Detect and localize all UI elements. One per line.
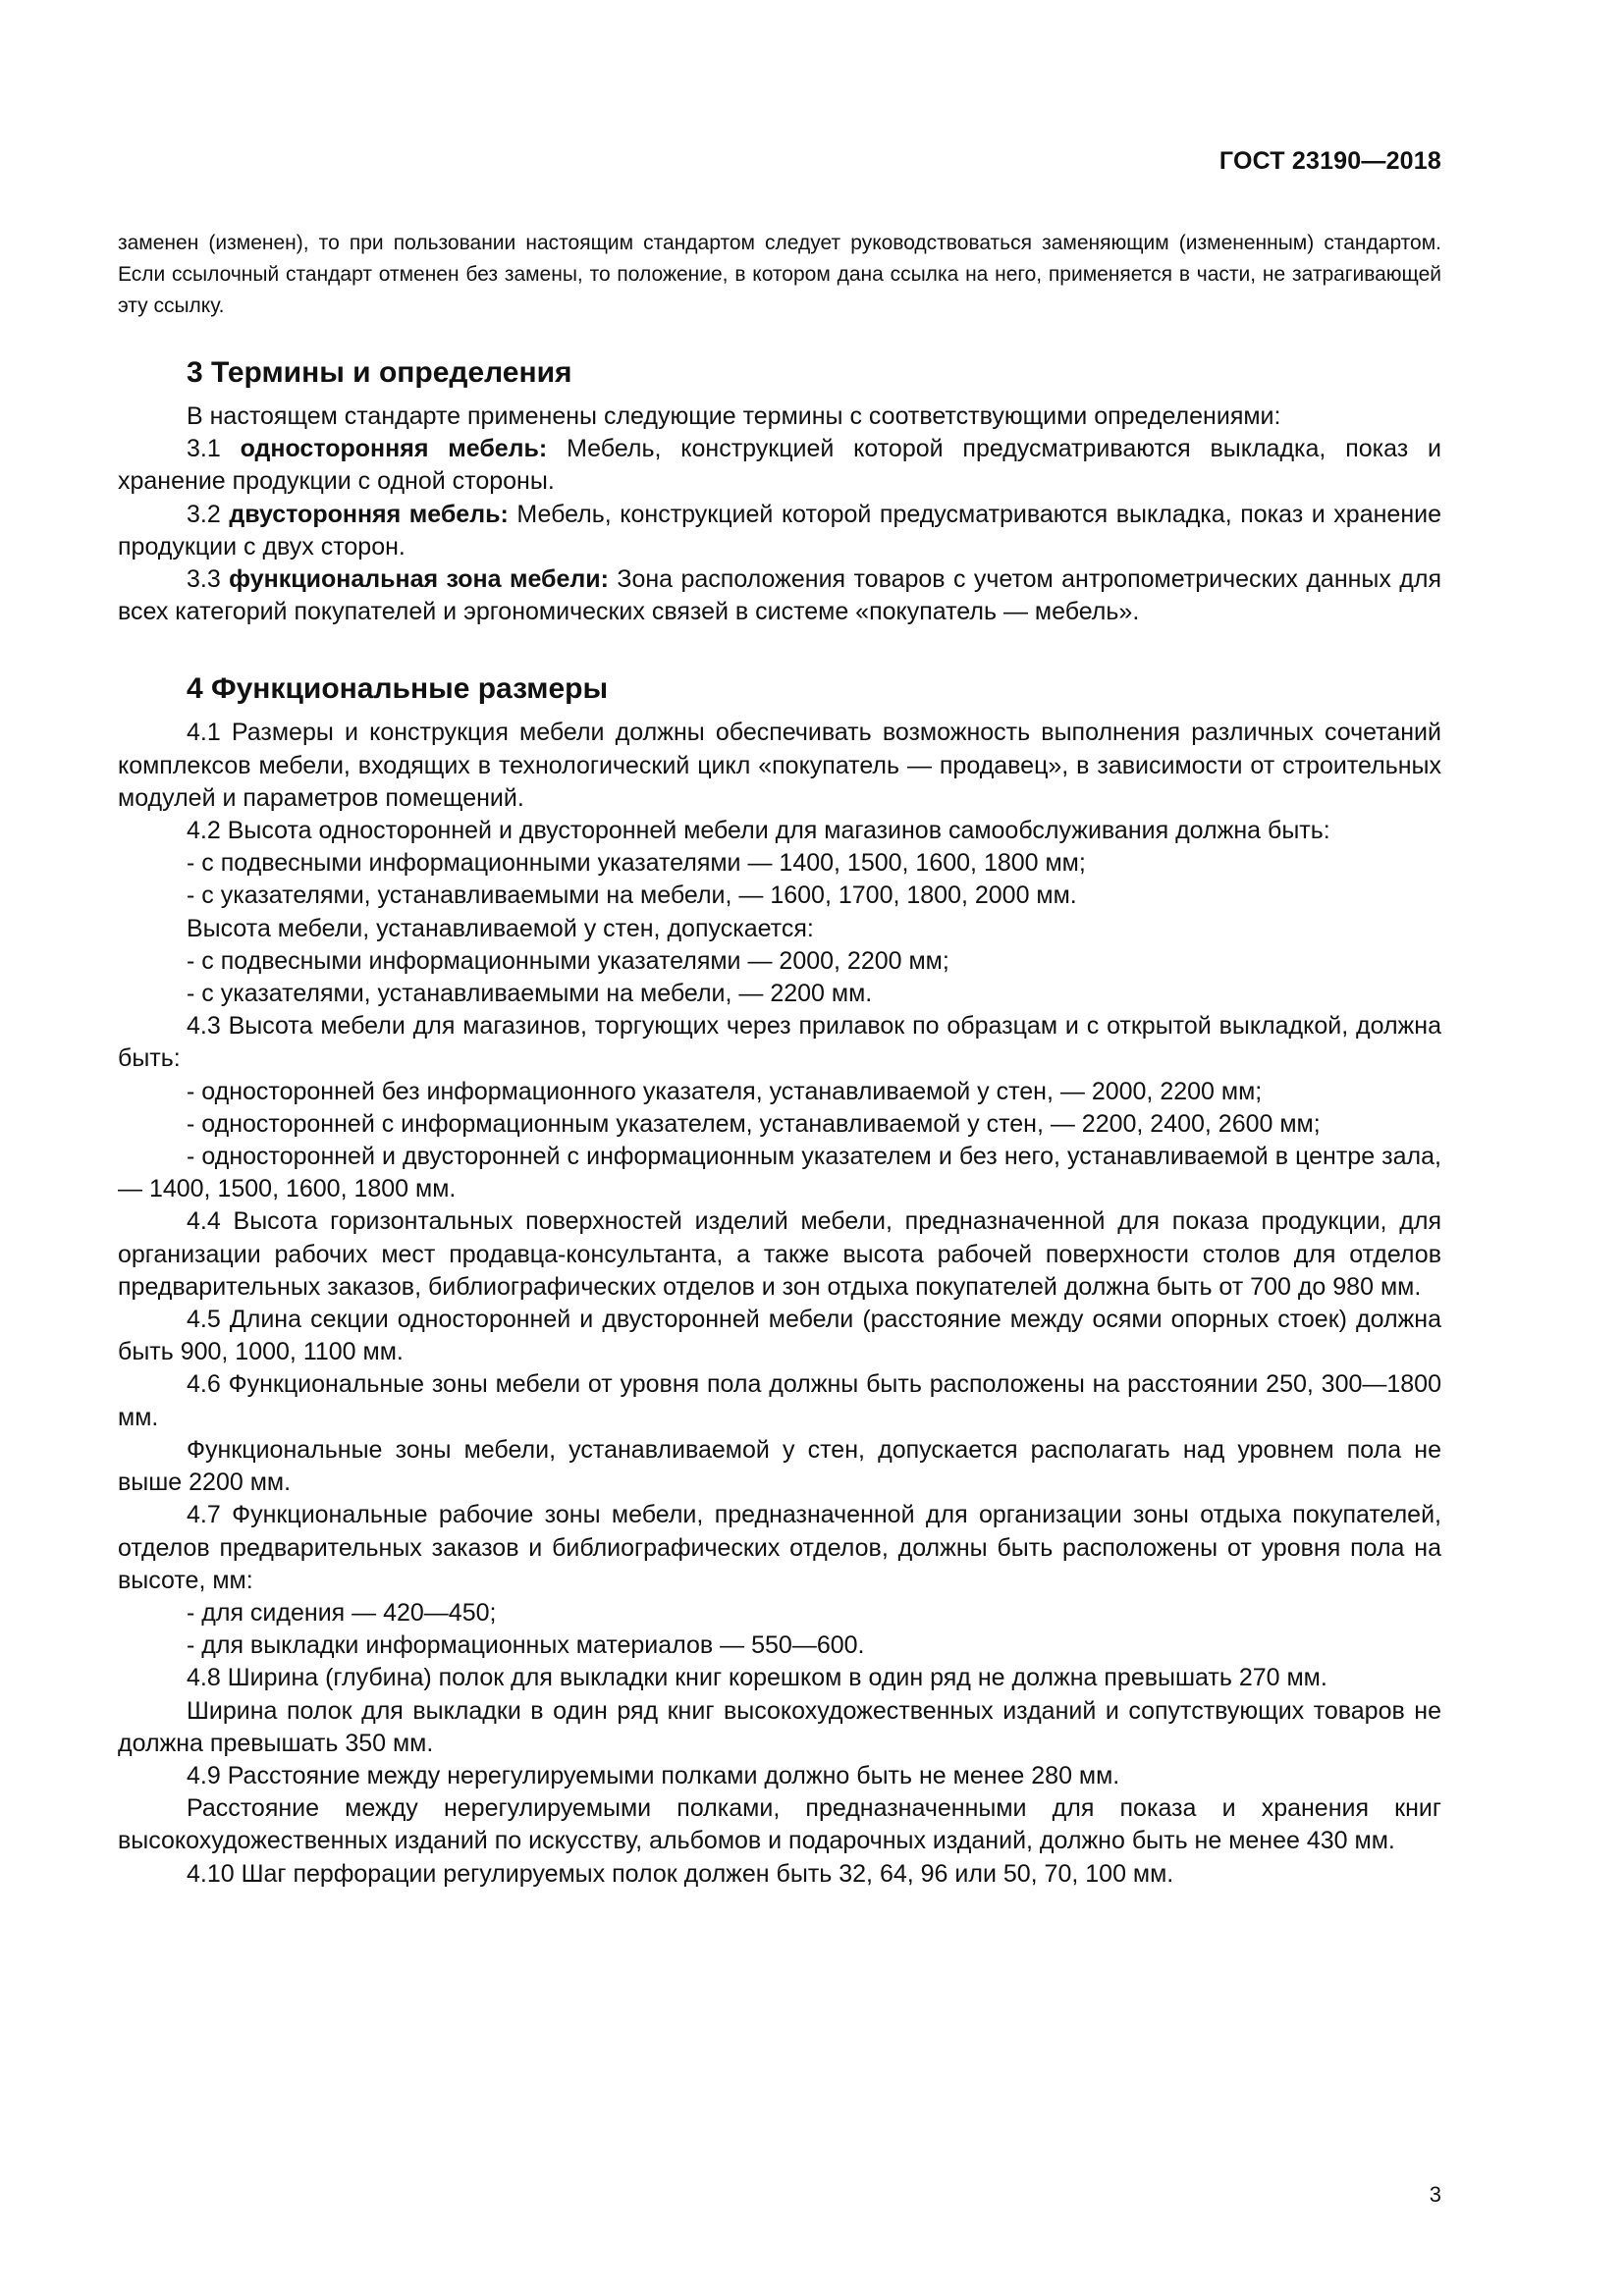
term-3-1: [118, 433, 1441, 498]
clause-4-6-b: Функциональные зоны мебели, устанавливаемой у стен, допускается располагать над уровнем пола не выше 2200 мм.: [118, 1435, 1441, 1497]
section-3-lead: В настоящем стандарте применены следующие термины с соответствующими определениями:: [187, 402, 1281, 430]
clause-4-2: 4.2 Высота односторонней и двусторонней мебели для магазинов самообслуживания должна быть:: [187, 817, 1330, 845]
clause-4-1: 4.1 Размеры и конструкция мебели должны обеспечивать возможность выполнения различных сочетаний комплексов мебели, входящих в технологический цикл «покупатель — продавец», в зависимости от строительных модулей и параметров помещений.: [118, 719, 1441, 812]
clause-4-9: 4.9 Расстояние между нерегулируемыми полками должно быть не менее 280 мм.: [187, 1761, 1120, 1789]
list-item: - для сидения — 420—450;: [187, 1598, 497, 1627]
term-name: функциональная зона мебели:: [229, 565, 609, 594]
list-item: - односторонней без информационного указателя, устанавливаемой у стен, — 2000, 2200 мм;: [187, 1077, 1263, 1105]
clause-4-7: 4.7 Функциональные рабочие зоны мебели, предназначенной для организации зоны отдыха покупателей, отделов предварительных заказов и библиографических отделов, должны быть расположены от уровня пола на высоте, мм:: [118, 1501, 1441, 1594]
section-3-heading: 3 Термины и определения: [187, 356, 572, 389]
term-number: 3.2: [187, 500, 221, 528]
clause-4-4: 4.4 Высота горизонтальных поверхностей изделий мебели, предназначенной для показа продукции, для организации рабочих мест продавца-консультанта, а также высота рабочей поверхности столов для отделов предварительных заказов, библиографических отделов и зон отдыха покупателей должна быть от 700 до 980 мм.: [118, 1207, 1441, 1301]
list-item: - односторонней с информационным указателем, устанавливаемой у стен, — 2200, 2400, 2600 мм;: [187, 1109, 1321, 1138]
term-name: двусторонняя мебель:: [229, 500, 509, 528]
document-page: [118, 0, 1441, 2296]
term-definition: Мебель, конструкцией которой предусматриваются выкладка, показ и хранение продукции с двух сторон.: [118, 500, 1441, 561]
term-3-3: [118, 563, 1441, 628]
clause-4-2-b: Высота мебели, устанавливаемой у стен, допускается:: [187, 914, 814, 942]
section-4: [118, 669, 1441, 1890]
clause-4-6: 4.6 Функциональные зоны мебели от уровня пола должны быть расположены на расстоянии 250, 300—1800 мм.: [118, 1370, 1441, 1431]
list-item: - для выкладки информационных материалов — 550—600.: [187, 1631, 865, 1660]
term-3-2: [118, 499, 1441, 563]
list-item: - с указателями, устанавливаемыми на мебели, — 2200 мм.: [187, 980, 873, 1008]
list-item: - односторонней и двусторонней с информационным указателем и без него, устанавливаемой в центре зала, — 1400, 1500, 1600, 1800 мм.: [118, 1143, 1441, 1203]
term-name: односторонняя мебель:: [240, 435, 548, 463]
clause-4-8-b: Ширина полок для выкладки в один ряд книг высокохудожественных изданий и сопутствующих товаров не должна превышать 350 мм.: [118, 1696, 1441, 1757]
term-number: 3.1: [187, 435, 221, 463]
term-definition: Зона расположения товаров с учетом антропометрических данных для всех категорий покупателей и эргономических связей в системе «покупатель — мебель».: [118, 565, 1442, 626]
term-definition: Мебель, конструкцией которой предусматриваются выкладка, показ и хранение продукции с одной стороны.: [118, 435, 1441, 496]
page-number: 3: [1429, 2182, 1441, 2207]
list-item: - с указателями, устанавливаемыми на мебели, — 1600, 1700, 1800, 2000 мм.: [187, 881, 1077, 910]
clause-4-5: 4.5 Длина секции односторонней и двусторонней мебели (расстояние между осями опорных стоек) должна быть 900, 1000, 1100 мм.: [118, 1306, 1441, 1366]
section-3: [118, 353, 1441, 628]
list-item: - с подвесными информационными указателями — 1400, 1500, 1600, 1800 мм;: [187, 849, 1086, 878]
section-4-heading: 4 Функциональные размеры: [187, 672, 609, 706]
intro-paragraph: заменен (изменен), то при пользовании настоящим стандартом следует руководствоваться заменяющим (измененным) стандартом. Если ссылочный стандарт отменен без замены, то положение, в котором дана ссылка на него, применяется в части, не затрагивающей эту ссылку.: [118, 232, 1441, 317]
list-item: - с подвесными информационными указателями — 2000, 2200 мм;: [187, 946, 949, 975]
standard-header: ГОСТ 23190—2018: [1218, 147, 1441, 175]
document-body: [118, 353, 1441, 1891]
clause-4-9-b: Расстояние между нерегулируемыми полками, предназначенными для показа и хранения книг высокохудожественных изданий по искусству, альбомов и подарочных изданий, должно быть не менее 430 мм.: [118, 1794, 1441, 1855]
clause-4-8: 4.8 Ширина (глубина) полок для выкладки книг корешком в один ряд не должна превышать 270 мм.: [187, 1664, 1327, 1692]
clause-4-10: 4.10 Шаг перфорации регулируемых полок должен быть 32, 64, 96 или 50, 70, 100 мм.: [187, 1859, 1174, 1888]
term-number: 3.3: [187, 565, 221, 594]
clause-4-3: 4.3 Высота мебели для магазинов, торгующих через прилавок по образцам и с открытой выкладкой, должна быть:: [118, 1012, 1441, 1073]
